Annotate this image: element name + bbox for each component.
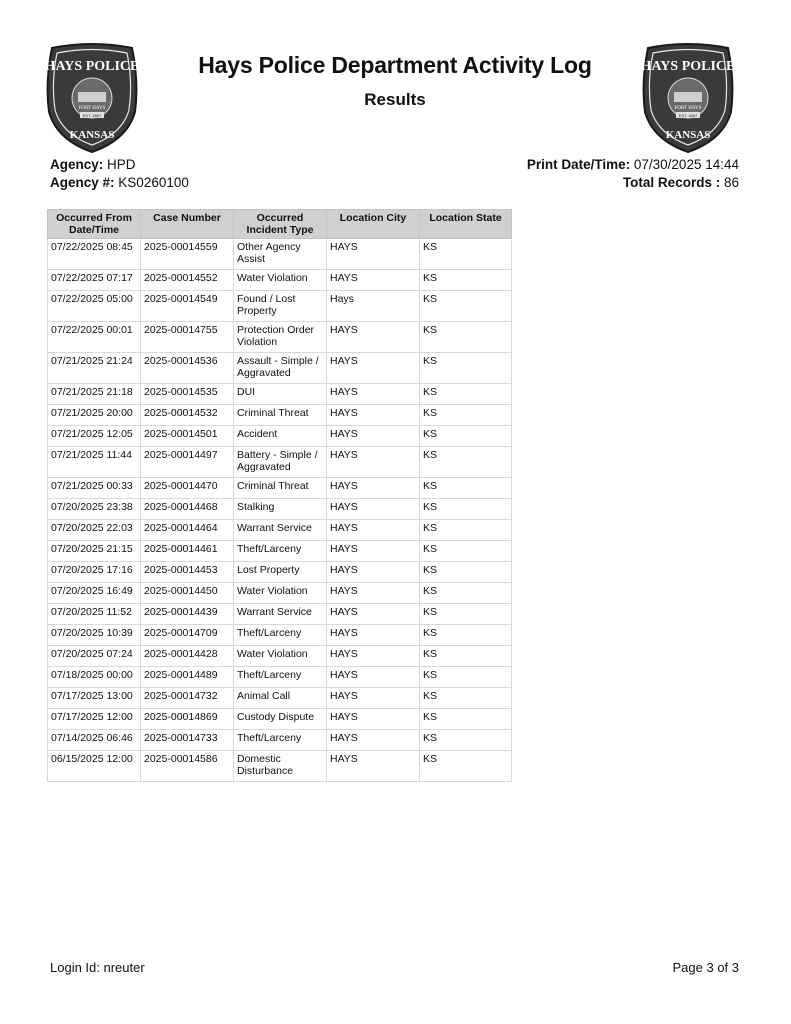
case-number-cell: 2025-00014733 — [141, 730, 234, 751]
agency-line — [50, 156, 189, 174]
location-state-cell: KS — [420, 447, 512, 478]
location-state-cell: KS — [420, 541, 512, 562]
column-header: Occurred Incident Type — [234, 210, 327, 239]
location-city-cell: HAYS — [327, 583, 420, 604]
incident-type-cell: Warrant Service — [234, 604, 327, 625]
occurred-datetime-cell: 07/20/2025 21:15 — [48, 541, 141, 562]
location-city-cell: HAYS — [327, 384, 420, 405]
occurred-datetime-cell: 07/20/2025 07:24 — [48, 646, 141, 667]
incident-type-cell: Accident — [234, 426, 327, 447]
case-number-cell: 2025-00014428 — [141, 646, 234, 667]
case-number-cell: 2025-00014552 — [141, 270, 234, 291]
agency-info — [50, 156, 189, 192]
table-row — [48, 520, 512, 541]
location-city-cell: HAYS — [327, 447, 420, 478]
occurred-datetime-cell: 07/20/2025 11:52 — [48, 604, 141, 625]
location-state-cell: KS — [420, 384, 512, 405]
location-city-cell: HAYS — [327, 730, 420, 751]
table-row — [48, 270, 512, 291]
table-row — [48, 541, 512, 562]
location-city-cell: HAYS — [327, 562, 420, 583]
table-row — [48, 447, 512, 478]
incident-type-cell: Warrant Service — [234, 520, 327, 541]
print-datetime-line — [527, 156, 739, 174]
incident-type-cell: Water Violation — [234, 583, 327, 604]
table-row — [48, 583, 512, 604]
location-city-cell: HAYS — [327, 646, 420, 667]
location-state-cell: KS — [420, 646, 512, 667]
agency-number-line — [50, 174, 189, 192]
table-row — [48, 688, 512, 709]
police-badge-logo-left — [42, 42, 142, 154]
incident-type-cell: Theft/Larceny — [234, 625, 327, 646]
report-title: Hays Police Department Activity Log — [198, 52, 592, 78]
page-number: Page 3 of 3 — [672, 960, 739, 975]
table-header-row — [48, 210, 512, 239]
case-number-cell: 2025-00014439 — [141, 604, 234, 625]
total-records-line — [527, 174, 739, 192]
location-state-cell: KS — [420, 353, 512, 384]
table-row — [48, 667, 512, 688]
location-state-cell: KS — [420, 239, 512, 270]
occurred-datetime-cell: 07/14/2025 06:46 — [48, 730, 141, 751]
logo-middle-text: FORT HAYS — [674, 106, 702, 111]
police-badge-logo-right — [638, 42, 738, 154]
case-number-cell: 2025-00014461 — [141, 541, 234, 562]
table-row — [48, 562, 512, 583]
occurred-datetime-cell: 07/22/2025 07:17 — [48, 270, 141, 291]
occurred-datetime-cell: 06/15/2025 12:00 — [48, 751, 141, 782]
location-state-cell: KS — [420, 405, 512, 426]
case-number-cell: 2025-00014453 — [141, 562, 234, 583]
occurred-datetime-cell: 07/17/2025 12:00 — [48, 709, 141, 730]
location-state-cell: KS — [420, 583, 512, 604]
location-state-cell: KS — [420, 688, 512, 709]
location-city-cell: HAYS — [327, 667, 420, 688]
incident-type-cell: Water Violation — [234, 270, 327, 291]
location-city-cell: HAYS — [327, 239, 420, 270]
location-state-cell: KS — [420, 520, 512, 541]
occurred-datetime-cell: 07/22/2025 08:45 — [48, 239, 141, 270]
location-city-cell: HAYS — [327, 520, 420, 541]
table-row — [48, 239, 512, 270]
logo-top-text: HAYS POLICE — [640, 59, 736, 74]
occurred-datetime-cell: 07/18/2025 00:00 — [48, 667, 141, 688]
table-row — [48, 709, 512, 730]
location-state-cell: KS — [420, 478, 512, 499]
location-state-cell: KS — [420, 730, 512, 751]
location-city-cell: HAYS — [327, 322, 420, 353]
location-state-cell: KS — [420, 499, 512, 520]
case-number-cell: 2025-00014559 — [141, 239, 234, 270]
location-city-cell: HAYS — [327, 604, 420, 625]
location-state-cell: KS — [420, 709, 512, 730]
occurred-datetime-cell: 07/20/2025 23:38 — [48, 499, 141, 520]
case-number-cell: 2025-00014497 — [141, 447, 234, 478]
incident-type-cell: Stalking — [234, 499, 327, 520]
location-state-cell: KS — [420, 562, 512, 583]
location-city-cell: HAYS — [327, 426, 420, 447]
case-number-cell: 2025-00014468 — [141, 499, 234, 520]
occurred-datetime-cell: 07/21/2025 21:18 — [48, 384, 141, 405]
case-number-cell: 2025-00014755 — [141, 322, 234, 353]
incident-type-cell: Animal Call — [234, 688, 327, 709]
incident-type-cell: Found / Lost Property — [234, 291, 327, 322]
logo-est-text: EST. 1867 — [82, 113, 102, 118]
case-number-cell: 2025-00014732 — [141, 688, 234, 709]
case-number-cell: 2025-00014532 — [141, 405, 234, 426]
occurred-datetime-cell: 07/17/2025 13:00 — [48, 688, 141, 709]
column-header: Case Number — [141, 210, 234, 239]
case-number-cell: 2025-00014464 — [141, 520, 234, 541]
location-city-cell: Hays — [327, 291, 420, 322]
occurred-datetime-cell: 07/20/2025 17:16 — [48, 562, 141, 583]
incident-type-cell: Theft/Larceny — [234, 730, 327, 751]
column-header: Occurred From Date/Time — [48, 210, 141, 239]
location-city-cell: HAYS — [327, 751, 420, 782]
column-header: Location State — [420, 210, 512, 239]
table-row — [48, 405, 512, 426]
location-state-cell: KS — [420, 426, 512, 447]
table-row — [48, 751, 512, 782]
print-datetime-label: Print Date/Time: — [526, 157, 631, 172]
report-subtitle: Results — [364, 90, 426, 109]
activity-log-table — [47, 209, 512, 782]
location-state-cell: KS — [420, 270, 512, 291]
table-row — [48, 426, 512, 447]
location-state-cell: KS — [420, 291, 512, 322]
occurred-datetime-cell: 07/20/2025 10:39 — [48, 625, 141, 646]
occurred-datetime-cell: 07/21/2025 12:05 — [48, 426, 141, 447]
location-city-cell: HAYS — [327, 688, 420, 709]
incident-type-cell: DUI — [234, 384, 327, 405]
location-city-cell: HAYS — [327, 405, 420, 426]
location-state-cell: KS — [420, 751, 512, 782]
logo-bottom-text: KANSAS — [69, 129, 115, 141]
incident-type-cell: Domestic Disturbance — [234, 751, 327, 782]
occurred-datetime-cell: 07/22/2025 00:01 — [48, 322, 141, 353]
agency-number-label: Agency #: — [50, 175, 115, 190]
total-records-label: Total Records : — [622, 175, 721, 190]
table-row — [48, 499, 512, 520]
incident-type-cell: Other Agency Assist — [234, 239, 327, 270]
case-number-cell: 2025-00014586 — [141, 751, 234, 782]
occurred-datetime-cell: 07/21/2025 11:44 — [48, 447, 141, 478]
incident-type-cell: Custody Dispute — [234, 709, 327, 730]
logo-middle-text: FORT HAYS — [78, 106, 106, 111]
table-row — [48, 384, 512, 405]
incident-type-cell: Criminal Threat — [234, 478, 327, 499]
incident-type-cell: Lost Property — [234, 562, 327, 583]
case-number-cell: 2025-00014535 — [141, 384, 234, 405]
case-number-cell: 2025-00014709 — [141, 625, 234, 646]
table-row — [48, 646, 512, 667]
location-state-cell: KS — [420, 667, 512, 688]
agency-value: HPD — [107, 157, 136, 172]
case-number-cell: 2025-00014536 — [141, 353, 234, 384]
table-row — [48, 478, 512, 499]
location-city-cell: HAYS — [327, 709, 420, 730]
location-city-cell: HAYS — [327, 270, 420, 291]
table-row — [48, 353, 512, 384]
agency-number-value: KS0260100 — [118, 175, 189, 190]
incident-type-cell: Criminal Threat — [234, 405, 327, 426]
table-row — [48, 291, 512, 322]
logo-bottom-text: KANSAS — [665, 129, 711, 141]
total-records-value: 86 — [723, 175, 739, 190]
location-state-cell: KS — [420, 604, 512, 625]
case-number-cell: 2025-00014450 — [141, 583, 234, 604]
agency-label: Agency: — [50, 157, 104, 172]
incident-type-cell: Assault - Simple / Aggravated — [234, 353, 327, 384]
column-header: Location City — [327, 210, 420, 239]
incident-type-cell: Battery - Simple / Aggravated — [234, 447, 327, 478]
incident-type-cell: Theft/Larceny — [234, 541, 327, 562]
occurred-datetime-cell: 07/22/2025 05:00 — [48, 291, 141, 322]
location-state-cell: KS — [420, 625, 512, 646]
case-number-cell: 2025-00014470 — [141, 478, 234, 499]
occurred-datetime-cell: 07/20/2025 22:03 — [48, 520, 141, 541]
occurred-datetime-cell: 07/20/2025 16:49 — [48, 583, 141, 604]
incident-type-cell: Water Violation — [234, 646, 327, 667]
case-number-cell: 2025-00014869 — [141, 709, 234, 730]
print-datetime-value: 07/30/2025 14:44 — [633, 157, 739, 172]
location-city-cell: HAYS — [327, 478, 420, 499]
occurred-datetime-cell: 07/21/2025 00:33 — [48, 478, 141, 499]
incident-type-cell: Protection Order Violation — [234, 322, 327, 353]
case-number-cell: 2025-00014501 — [141, 426, 234, 447]
table-row — [48, 625, 512, 646]
logo-top-text: HAYS POLICE — [44, 59, 140, 74]
location-city-cell: HAYS — [327, 625, 420, 646]
case-number-cell: 2025-00014489 — [141, 667, 234, 688]
table-row — [48, 730, 512, 751]
case-number-cell: 2025-00014549 — [141, 291, 234, 322]
location-city-cell: HAYS — [327, 499, 420, 520]
table-row — [48, 604, 512, 625]
print-info — [527, 156, 739, 192]
login-id: Login Id: nreuter — [50, 960, 145, 975]
location-city-cell: HAYS — [327, 353, 420, 384]
location-city-cell: HAYS — [327, 541, 420, 562]
logo-est-text: EST. 1867 — [678, 113, 698, 118]
location-state-cell: KS — [420, 322, 512, 353]
table-row — [48, 322, 512, 353]
occurred-datetime-cell: 07/21/2025 21:24 — [48, 353, 141, 384]
occurred-datetime-cell: 07/21/2025 20:00 — [48, 405, 141, 426]
incident-type-cell: Theft/Larceny — [234, 667, 327, 688]
